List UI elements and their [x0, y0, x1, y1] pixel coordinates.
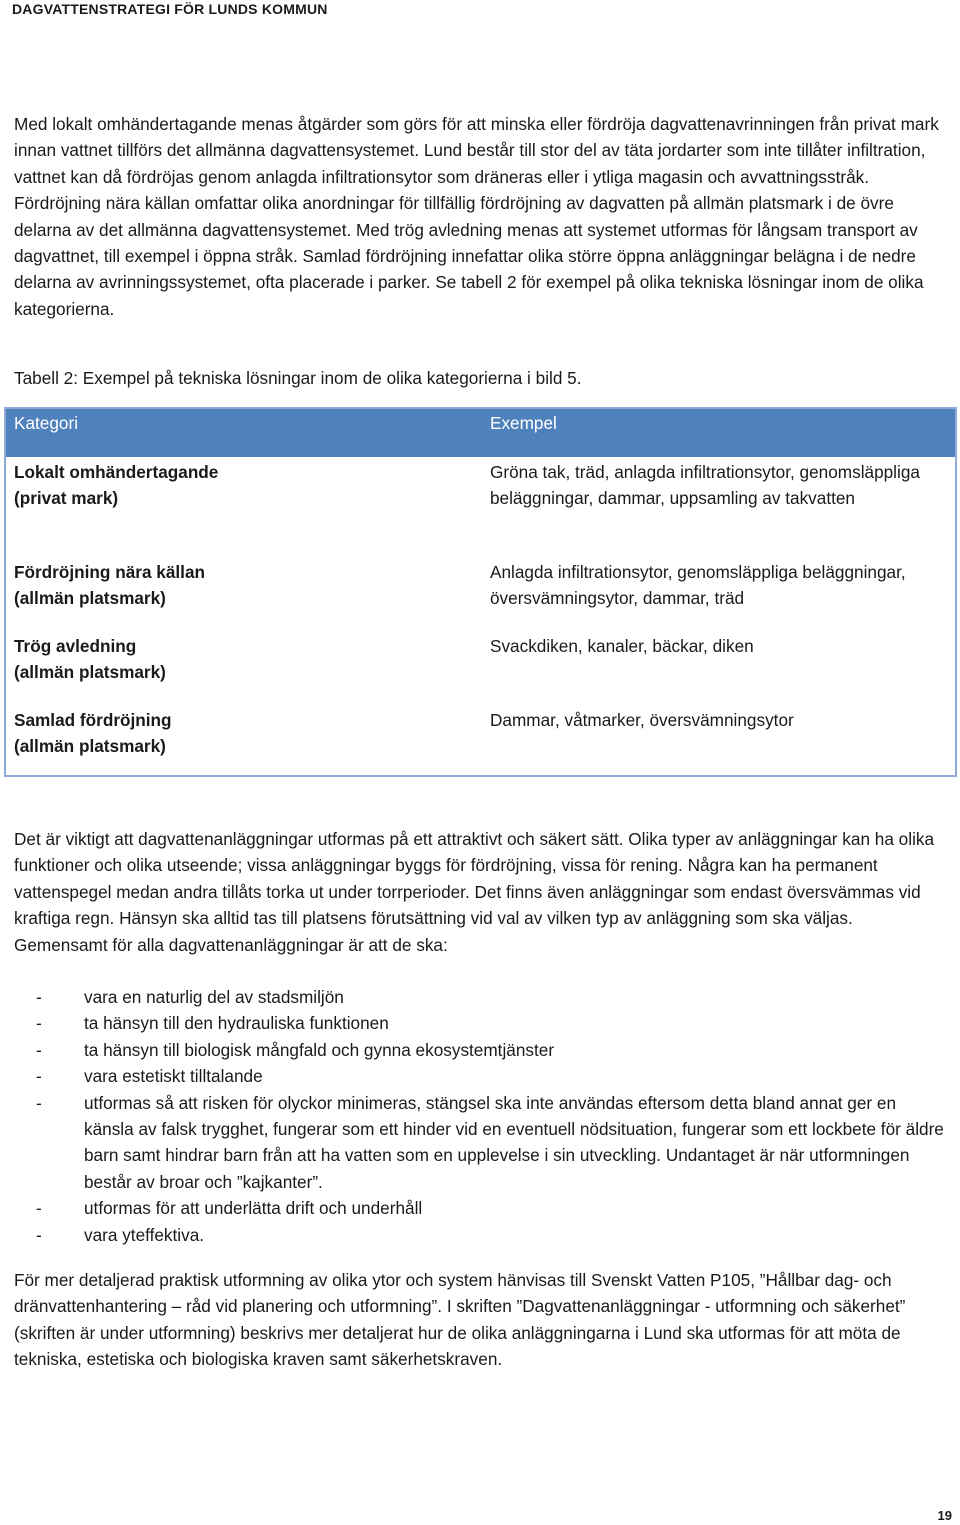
list-dash: - [36, 1066, 42, 1087]
page-header: DAGVATTENSTRATEGI FÖR LUNDS KOMMUN [12, 1, 328, 17]
list-item-text: vara yteffektiva. [84, 1224, 205, 1245]
list-dash: - [36, 987, 42, 1007]
example-cell: Gröna tak, träd, anlagda infiltrationsytor, genomsläppliga beläggningar, dammar, uppsamling av takvatten [490, 462, 920, 509]
table-caption: Tabell 2: Exempel på tekniska lösningar inom de olika kategorierna i bild 5. [14, 368, 582, 388]
list-item-text: ta hänsyn till den hydrauliska funktionen [84, 1013, 389, 1034]
list-dash: - [36, 1224, 42, 1245]
list-item-text: vara estetiskt tilltalande [84, 1066, 263, 1087]
list-item-text: utformas för att underlätta drift och underhåll [84, 1198, 423, 1219]
list-item [14, 984, 946, 1010]
list-item [14, 1195, 946, 1221]
design-paragraph: Det är viktigt att dagvattenanläggningar utformas på ett attraktivt och säkert sätt. Olika typer av anläggningar kan ha olika funktioner och olika utseende; vissa anläggningar byggs för fördröjning, vissa för rening. Några kan ha permanent vattenspegel medan andra tillåts torka ut under torrperioder. Det finns även anläggningar som endast översvämmas vid kraftiga regn. Hänsyn ska alltid tas till platsens förutsättning vid val av vilken typ av anläggning som ska väljas. Gemensamt för alla dagvattenanläggningar är att de ska: [14, 829, 935, 955]
requirements-list [14, 984, 946, 1248]
table-header-row [6, 409, 955, 457]
list-item [14, 1222, 946, 1248]
list-item [14, 1090, 946, 1196]
page-number: 19 [937, 1508, 952, 1523]
list-item-text: utformas så att risken för olyckor minimeras, stängsel ska inte användas eftersom detta bland annat ger en känsla av falsk trygghet, fungerar som ett hinder vid en eventuell nödsituation, fungerar som ett lockbete för äldre barn samt hindrar barn från att ha vatten som en upplevelse i sin utveckling. Undantaget är när utformningen består av broar och ”kajkanter”. [84, 1092, 944, 1192]
intro-paragraph: Med lokalt omhändertagande menas åtgärder som görs för att minska eller fördröja dagvattenavrinningen från privat mark innan vattnet tillförs det allmänna dagvattensystemet. Lund består till stor del av täta jordarter som inte tillåter infiltration, vattnet kan då fördröjas genom anlagda infiltrationsytor som dräneras eller i ytliga magasin och avvattningsstråk. Fördröjning nära källan omfattar olika anordningar för tillfällig fördröjning av dagvatten på allmän platsmark i de övre delarna av det allmänna dagvattensystemet. Med trög avledning menas att systemet utformas för långsam transport av dagvattnet, till exempel i öppna stråk. Samlad fördröjning innefattar olika större öppna anläggningar belägna i de nedre delarna av avrinningssystemet, ofta placerade i parker. Se tabell 2 för exempel på olika tekniska lösningar inom de olika kategorierna. [14, 114, 939, 319]
list-dash: - [36, 1013, 42, 1034]
list-item-text: ta hänsyn till biologisk mångfald och gynna ekosystemtjänster [84, 1039, 555, 1060]
list-item [14, 1010, 946, 1036]
example-cell: Dammar, våtmarker, översvämningsytor [490, 710, 794, 730]
header-example: Exempel [490, 413, 557, 433]
category-cell: Samlad fördröjning (allmän platsmark) [14, 710, 172, 757]
category-cell: Fördröjning nära källan (allmän platsmark) [14, 562, 206, 609]
example-cell: Anlagda infiltrationsytor, genomsläppliga beläggningar, översvämningsytor, dammar, träd [490, 562, 906, 609]
list-item-text: vara en naturlig del av stadsmiljön [84, 987, 344, 1007]
example-cell: Svackdiken, kanaler, bäckar, diken [490, 636, 754, 656]
list-item [14, 1063, 946, 1089]
list-dash: - [36, 1198, 42, 1219]
list-dash: - [36, 1092, 42, 1113]
list-dash: - [36, 1039, 42, 1060]
category-cell: Trög avledning (allmän platsmark) [14, 636, 166, 683]
solutions-table [4, 407, 957, 777]
category-cell: Lokalt omhändertagande (privat mark) [14, 462, 219, 509]
header-category: Kategori [14, 413, 79, 433]
reference-paragraph: För mer detaljerad praktisk utformning av olika ytor och system hänvisas till Svenskt Vatten P105, ”Hållbar dag- och dränvattenhantering – råd vid planering och utformning”. I skriften ”Dagvattenanläggningar - utformning och säkerhet” (skriften är under utformning) beskrivs mer detaljerat hur de olika anläggningarna i Lund ska utformas för att möta de tekniska, estetiska och biologiska kraven samt säkerhetskraven. [14, 1270, 906, 1370]
list-item [14, 1037, 946, 1063]
